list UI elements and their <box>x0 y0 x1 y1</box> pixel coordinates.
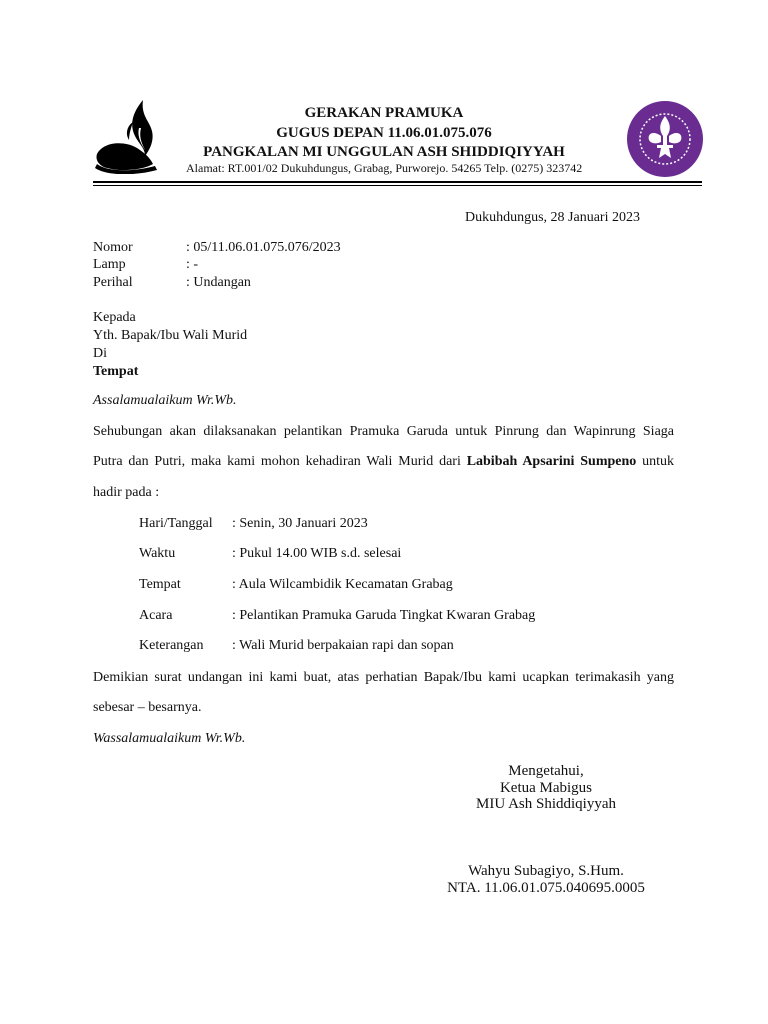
signature-mengetahui: Mengetahui, <box>508 763 584 779</box>
place-date: Dukuhdungus, 28 Januari 2023 <box>465 210 640 225</box>
letterhead-rule-thick <box>93 181 702 183</box>
body-line-3: hadir pada : <box>93 485 160 500</box>
signer-nta: NTA. 11.06.01.075.040695.0005 <box>447 880 645 896</box>
meta-label-lamp: Lamp <box>93 257 126 272</box>
signature-institution: MIU Ash Shiddiqiyyah <box>475 796 616 812</box>
body-line-2 <box>93 453 674 470</box>
detail-value-tempat: : Aula Wilcambidik Kecamatan Grabag <box>232 577 453 592</box>
body-line-2-post: untuk <box>642 454 675 469</box>
detail-value-hari: : Senin, 30 Januari 2023 <box>232 516 368 531</box>
closing-line-1: Demikian surat undangan ini kami buat, atas perhatian Bapak/Ibu kami ucapkan terimakasih yang <box>93 670 674 685</box>
pramuka-emblem-logo <box>623 100 707 178</box>
letterhead-address: Alamat: RT.001/02 Dukuhdungus, Grabag, Purworejo. 54265 Telp. (0275) 323742 <box>186 161 583 175</box>
recipient-kepada: Kepada <box>93 310 136 325</box>
signature-title: Ketua Mabigus <box>499 780 593 796</box>
gugus-depan-number: GUGUS DEPAN 11.06.01.075.076 <box>276 125 492 141</box>
letterhead-rule-thin <box>93 185 702 186</box>
meta-label-nomor: Nomor <box>93 240 133 255</box>
meta-value-perihal: : Undangan <box>186 275 251 290</box>
farewell: Wassalamualaikum Wr.Wb. <box>93 731 246 746</box>
detail-label-waktu: Waktu <box>139 546 176 561</box>
meta-label-perihal: Perihal <box>93 275 133 290</box>
student-name: Labibah Apsarini Sumpeno <box>466 454 637 469</box>
greeting: Assalamualaikum Wr.Wb. <box>93 393 237 408</box>
recipient-di: Di <box>93 346 107 361</box>
closing-line-2: sebesar – besarnya. <box>93 700 202 715</box>
meta-value-nomor: : 05/11.06.01.075.076/2023 <box>186 240 341 255</box>
detail-label-keterangan: Keterangan <box>139 638 204 653</box>
detail-value-waktu: : Pukul 14.00 WIB s.d. selesai <box>232 546 402 561</box>
detail-label-acara: Acara <box>139 608 173 623</box>
pangkalan-name: PANGKALAN MI UNGGULAN ASH SHIDDIQIYYAH <box>203 144 565 160</box>
detail-label-hari: Hari/Tanggal <box>139 516 213 531</box>
detail-value-acara: : Pelantikan Pramuka Garuda Tingkat Kwaran Grabag <box>232 608 536 623</box>
recipient-place: Tempat <box>93 364 139 379</box>
body-line-2-pre: Putra dan Putri, maka kami mohon kehadiran Wali Murid dari <box>93 454 461 469</box>
detail-label-tempat: Tempat <box>139 577 181 592</box>
signer-name: Wahyu Subagiyo, S.Hum. <box>468 863 624 879</box>
meta-value-lamp: : - <box>186 257 199 272</box>
body-line-1: Sehubungan akan dilaksanakan pelantikan Pramuka Garuda untuk Pinrung dan Wapinrung Siaga <box>93 424 674 439</box>
recipient-name: Yth. Bapak/Ibu Wali Murid <box>93 328 248 343</box>
letterhead <box>0 0 768 190</box>
detail-value-keterangan: : Wali Murid berpakaian rapi dan sopan <box>232 638 454 653</box>
organization-title: GERAKAN PRAMUKA <box>304 105 464 121</box>
